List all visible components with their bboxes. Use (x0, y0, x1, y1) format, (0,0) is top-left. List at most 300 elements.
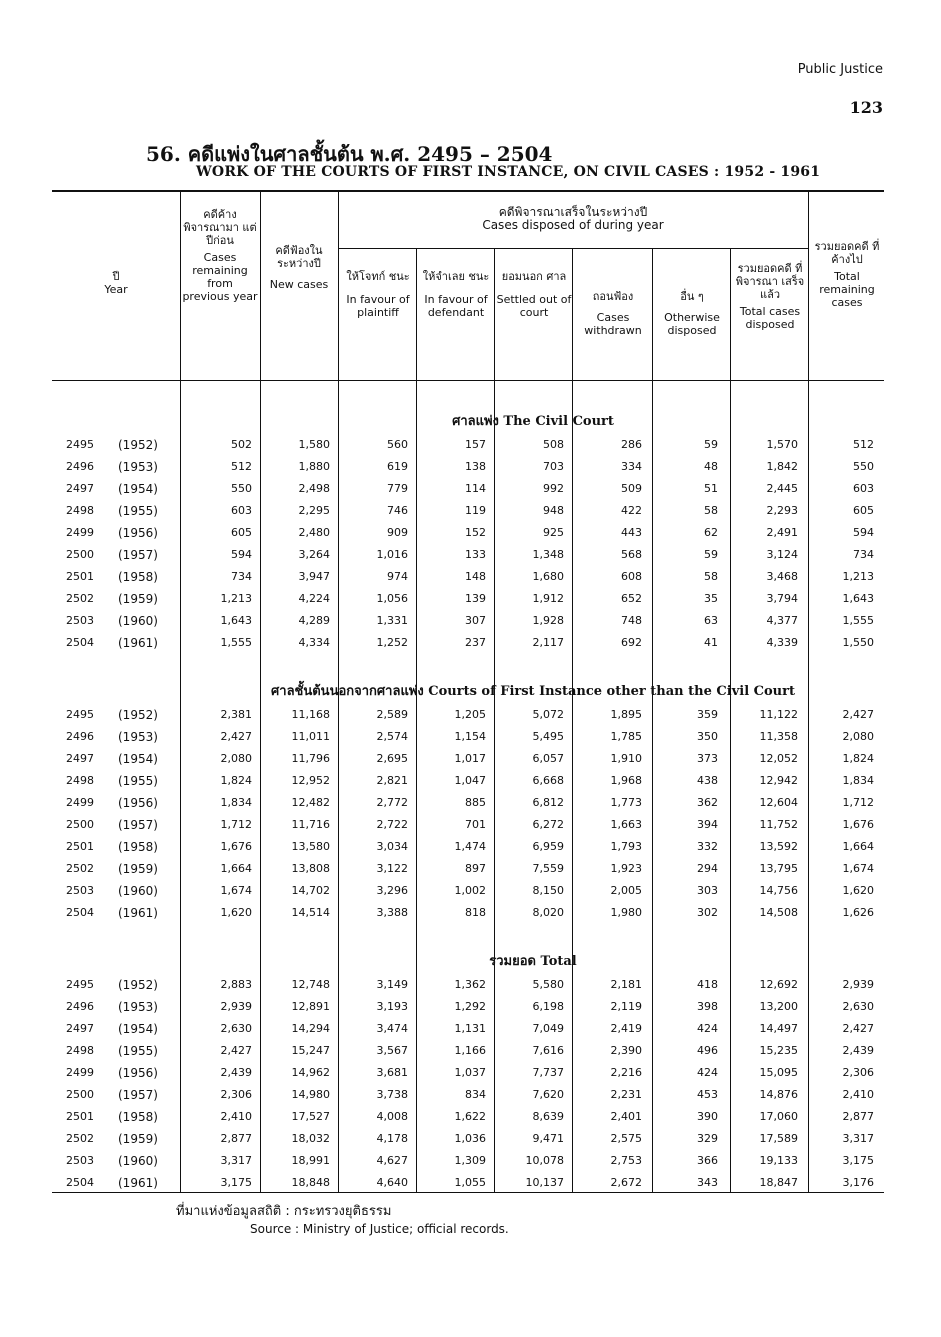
cell-year-ce: (1953) (118, 1000, 158, 1014)
cell-value: 18,848 (291, 1176, 330, 1189)
cell-year-ce: (1957) (118, 818, 158, 832)
cell-value: 1,643 (220, 614, 252, 627)
cell-value: 1,928 (532, 614, 564, 627)
cell-value: 14,294 (291, 1022, 330, 1035)
cell-value: 5,580 (532, 978, 564, 991)
cell-value: 746 (387, 504, 408, 517)
table-row (52, 1088, 884, 1110)
col-withdrawn-en: Cases withdrawn (584, 311, 642, 337)
cell-value: 2,295 (298, 504, 330, 517)
col-new-header (262, 244, 336, 291)
cell-year-be: 2503 (66, 1154, 94, 1167)
disposed-group-header (340, 206, 806, 232)
cell-value: 1,712 (220, 818, 252, 831)
cell-value: 15,247 (291, 1044, 330, 1057)
col-year-header (52, 270, 180, 296)
cell-value: 2,427 (842, 1022, 874, 1035)
cell-year-be: 2495 (66, 708, 94, 721)
cell-value: 2,480 (298, 526, 330, 539)
cell-value: 418 (697, 978, 718, 991)
table-row (52, 774, 884, 796)
cell-value: 1,912 (532, 592, 564, 605)
cell-value: 909 (387, 526, 408, 539)
cell-value: 974 (387, 570, 408, 583)
cell-value: 13,200 (759, 1000, 798, 1013)
cell-value: 359 (697, 708, 718, 721)
running-header: Public Justice (797, 62, 883, 77)
table-row (52, 614, 884, 636)
cell-value: 2,772 (376, 796, 408, 809)
table-row (52, 570, 884, 592)
cell-value: 2,427 (220, 730, 252, 743)
cell-value: 2,419 (610, 1022, 642, 1035)
cell-value: 18,032 (291, 1132, 330, 1145)
table-row (52, 1176, 884, 1198)
col-total-disposed-header (732, 262, 808, 331)
cell-value: 1,824 (220, 774, 252, 787)
cell-value: 3,175 (220, 1176, 252, 1189)
cell-year-be: 2495 (66, 438, 94, 451)
cell-value: 2,589 (376, 708, 408, 721)
cell-value: 734 (231, 570, 252, 583)
col-total-disposed-en: Total cases disposed (739, 305, 801, 331)
cell-value: 603 (231, 504, 252, 517)
cell-value: 897 (465, 862, 486, 875)
cell-value: 12,052 (759, 752, 798, 765)
cell-year-ce: (1957) (118, 1088, 158, 1102)
cell-value: 1,643 (842, 592, 874, 605)
cell-value: 1,834 (842, 774, 874, 787)
cell-value: 13,592 (759, 840, 798, 853)
cell-value: 51 (704, 482, 718, 495)
cell-value: 1,002 (454, 884, 486, 897)
cell-value: 12,748 (291, 978, 330, 991)
cell-year-ce: (1957) (118, 548, 158, 562)
cell-value: 6,812 (532, 796, 564, 809)
col-new-en: New cases (269, 278, 329, 291)
cell-value: 1,017 (454, 752, 486, 765)
cell-year-be: 2504 (66, 1176, 94, 1189)
table-row (52, 548, 884, 570)
table-row (52, 460, 884, 482)
cell-year-be: 2496 (66, 730, 94, 743)
cell-value: 703 (543, 460, 564, 473)
cell-year-be: 2496 (66, 460, 94, 473)
cell-value: 119 (465, 504, 486, 517)
cell-value: 18,847 (759, 1176, 798, 1189)
cell-value: 1,793 (610, 840, 642, 853)
cell-value: 496 (697, 1044, 718, 1057)
cell-value: 1,166 (454, 1044, 486, 1057)
cell-year-ce: (1954) (118, 1022, 158, 1036)
cell-value: 3,034 (376, 840, 408, 853)
cell-year-ce: (1960) (118, 1154, 158, 1168)
cell-value: 7,737 (532, 1066, 564, 1079)
cell-year-ce: (1959) (118, 862, 158, 876)
cell-value: 4,008 (376, 1110, 408, 1123)
cell-value: 2,722 (376, 818, 408, 831)
table-row (52, 1110, 884, 1132)
cell-value: 1,674 (842, 862, 874, 875)
cell-value: 2,293 (766, 504, 798, 517)
cell-value: 2,410 (220, 1110, 252, 1123)
col-withdrawn-th: ถอนฟ้อง (592, 290, 634, 303)
cell-value: 1,968 (610, 774, 642, 787)
cell-value: 508 (543, 438, 564, 451)
cell-value: 14,980 (291, 1088, 330, 1101)
cell-value: 1,047 (454, 774, 486, 787)
cell-value: 12,952 (291, 774, 330, 787)
cell-value: 2,080 (842, 730, 874, 743)
cell-value: 1,348 (532, 548, 564, 561)
table-row (52, 708, 884, 730)
cell-value: 885 (465, 796, 486, 809)
cell-year-ce: (1955) (118, 504, 158, 518)
cell-value: 1,895 (610, 708, 642, 721)
cell-value: 152 (465, 526, 486, 539)
table-row (52, 840, 884, 862)
cell-year-be: 2499 (66, 796, 94, 809)
cell-value: 3,122 (376, 862, 408, 875)
cell-value: 424 (697, 1066, 718, 1079)
cell-value: 1,680 (532, 570, 564, 583)
table-row (52, 862, 884, 884)
cell-value: 1,309 (454, 1154, 486, 1167)
cell-value: 302 (697, 906, 718, 919)
col-total-remaining-header (810, 240, 884, 309)
cell-year-ce: (1961) (118, 1176, 158, 1190)
cell-value: 1,620 (842, 884, 874, 897)
cell-value: 424 (697, 1022, 718, 1035)
cell-value: 11,358 (759, 730, 798, 743)
col-remaining-en: Cases remaining from previous year (182, 251, 258, 303)
cell-value: 1,923 (610, 862, 642, 875)
cell-value: 5,495 (532, 730, 564, 743)
cell-value: 1,055 (454, 1176, 486, 1189)
cell-value: 3,176 (842, 1176, 874, 1189)
table-row (52, 796, 884, 818)
cell-value: 8,020 (532, 906, 564, 919)
table-row (52, 438, 884, 460)
cell-value: 2,231 (610, 1088, 642, 1101)
cell-year-ce: (1955) (118, 774, 158, 788)
cell-value: 394 (697, 818, 718, 831)
table-row (52, 504, 884, 526)
cell-value: 14,514 (291, 906, 330, 919)
cell-value: 948 (543, 504, 564, 517)
cell-value: 1,663 (610, 818, 642, 831)
col-otherwise-th: อื่น ๆ (680, 290, 704, 303)
cell-value: 2,630 (220, 1022, 252, 1035)
cell-year-ce: (1952) (118, 978, 158, 992)
cell-value: 2,181 (610, 978, 642, 991)
col-year-en: Year (104, 283, 128, 296)
cell-value: 294 (697, 862, 718, 875)
cell-value: 7,049 (532, 1022, 564, 1035)
page-number: 123 (849, 98, 883, 117)
cell-value: 1,131 (454, 1022, 486, 1035)
cell-value: 12,942 (759, 774, 798, 787)
cell-value: 2,695 (376, 752, 408, 765)
cell-value: 17,527 (291, 1110, 330, 1123)
table-row (52, 592, 884, 614)
cell-value: 652 (621, 592, 642, 605)
cell-value: 1,550 (842, 636, 874, 649)
cell-value: 512 (853, 438, 874, 451)
cell-value: 2,821 (376, 774, 408, 787)
cell-value: 3,567 (376, 1044, 408, 1057)
cell-value: 550 (853, 460, 874, 473)
section-title-other-courts: ศาลชั้นต้นนอกจากศาลแพ่ง Courts of First Instance other than the Civil Court (271, 684, 795, 699)
cell-value: 1,980 (610, 906, 642, 919)
cell-year-ce: (1952) (118, 438, 158, 452)
cell-value: 1,213 (842, 570, 874, 583)
cell-value: 6,272 (532, 818, 564, 831)
cell-value: 1,773 (610, 796, 642, 809)
col-new-th: คดีฟ้องใน ระหว่างปี (275, 244, 323, 270)
cell-value: 4,289 (298, 614, 330, 627)
col-total-disposed-th: รวมยอดคดี ที่พิจารณา เสร็จแล้ว (735, 262, 805, 301)
cell-year-ce: (1953) (118, 460, 158, 474)
col-plaintiff-header (340, 270, 416, 319)
cell-value: 1,910 (610, 752, 642, 765)
cell-value: 834 (465, 1088, 486, 1101)
cell-value: 3,317 (220, 1154, 252, 1167)
cell-year-be: 2501 (66, 570, 94, 583)
cell-value: 329 (697, 1132, 718, 1145)
cell-value: 12,604 (759, 796, 798, 809)
col-defendant-header (418, 270, 494, 319)
cell-value: 550 (231, 482, 252, 495)
cell-value: 133 (465, 548, 486, 561)
cell-value: 1,154 (454, 730, 486, 743)
cell-value: 373 (697, 752, 718, 765)
cell-year-be: 2504 (66, 906, 94, 919)
cell-value: 14,962 (291, 1066, 330, 1079)
cell-value: 2,753 (610, 1154, 642, 1167)
cell-value: 343 (697, 1176, 718, 1189)
cell-value: 3,264 (298, 548, 330, 561)
cell-value: 512 (231, 460, 252, 473)
cell-year-be: 2504 (66, 636, 94, 649)
cell-value: 2,575 (610, 1132, 642, 1145)
cell-value: 1,292 (454, 1000, 486, 1013)
cell-value: 3,193 (376, 1000, 408, 1013)
cell-value: 1,036 (454, 1132, 486, 1145)
cell-value: 619 (387, 460, 408, 473)
cell-value: 6,959 (532, 840, 564, 853)
cell-value: 1,580 (298, 438, 330, 451)
table-row (52, 752, 884, 774)
cell-value: 568 (621, 548, 642, 561)
cell-year-be: 2500 (66, 818, 94, 831)
cell-value: 3,124 (766, 548, 798, 561)
table-row (52, 1066, 884, 1088)
cell-year-be: 2498 (66, 1044, 94, 1057)
cell-value: 2,390 (610, 1044, 642, 1057)
col-settled-header (496, 270, 572, 319)
cell-year-ce: (1960) (118, 614, 158, 628)
cell-year-be: 2503 (66, 614, 94, 627)
cell-value: 734 (853, 548, 874, 561)
cell-value: 362 (697, 796, 718, 809)
cell-value: 390 (697, 1110, 718, 1123)
cell-value: 818 (465, 906, 486, 919)
cell-year-be: 2497 (66, 752, 94, 765)
cell-value: 19,133 (759, 1154, 798, 1167)
cell-value: 332 (697, 840, 718, 853)
cell-year-ce: (1959) (118, 592, 158, 606)
cell-value: 157 (465, 438, 486, 451)
cell-value: 114 (465, 482, 486, 495)
cell-value: 594 (853, 526, 874, 539)
cell-value: 41 (704, 636, 718, 649)
cell-value: 4,224 (298, 592, 330, 605)
cell-value: 992 (543, 482, 564, 495)
cell-value: 1,213 (220, 592, 252, 605)
cell-value: 2,410 (842, 1088, 874, 1101)
cell-value: 2,883 (220, 978, 252, 991)
cell-value: 286 (621, 438, 642, 451)
cell-value: 2,439 (842, 1044, 874, 1057)
cell-value: 2,939 (220, 1000, 252, 1013)
cell-value: 334 (621, 460, 642, 473)
cell-value: 2,630 (842, 1000, 874, 1013)
cell-value: 3,468 (766, 570, 798, 583)
cell-value: 3,175 (842, 1154, 874, 1167)
cell-value: 2,574 (376, 730, 408, 743)
cell-year-ce: (1953) (118, 730, 158, 744)
cell-value: 7,620 (532, 1088, 564, 1101)
cell-value: 2,498 (298, 482, 330, 495)
col-settled-en: Settled out of court (496, 293, 572, 319)
col-plaintiff-th: ให้โจทก์ ชนะ (346, 270, 410, 283)
cell-value: 350 (697, 730, 718, 743)
cell-year-ce: (1954) (118, 482, 158, 496)
cell-value: 2,306 (220, 1088, 252, 1101)
cell-value: 11,011 (291, 730, 330, 743)
cell-value: 1,664 (220, 862, 252, 875)
cell-year-ce: (1958) (118, 1110, 158, 1124)
cell-year-be: 2497 (66, 482, 94, 495)
cell-year-ce: (1959) (118, 1132, 158, 1146)
cell-value: 8,150 (532, 884, 564, 897)
cell-value: 307 (465, 614, 486, 627)
cell-value: 1,037 (454, 1066, 486, 1079)
cell-value: 3,388 (376, 906, 408, 919)
cell-year-ce: (1958) (118, 840, 158, 854)
cell-value: 2,381 (220, 708, 252, 721)
cell-value: 2,216 (610, 1066, 642, 1079)
cell-year-be: 2503 (66, 884, 94, 897)
cell-value: 3,738 (376, 1088, 408, 1101)
cell-value: 2,445 (766, 482, 798, 495)
cell-value: 2,119 (610, 1000, 642, 1013)
cell-value: 11,716 (291, 818, 330, 831)
cell-year-ce: (1956) (118, 526, 158, 540)
cell-value: 14,702 (291, 884, 330, 897)
cell-year-be: 2498 (66, 504, 94, 517)
cell-value: 509 (621, 482, 642, 495)
cell-value: 12,692 (759, 978, 798, 991)
disposed-group-rule (338, 248, 808, 249)
cell-value: 35 (704, 592, 718, 605)
cell-value: 15,095 (759, 1066, 798, 1079)
cell-year-ce: (1952) (118, 708, 158, 722)
cell-year-be: 2499 (66, 526, 94, 539)
col-total-remaining-en: Total remaining cases (819, 270, 875, 309)
cell-value: 17,589 (759, 1132, 798, 1145)
cell-year-ce: (1954) (118, 752, 158, 766)
cell-value: 48 (704, 460, 718, 473)
cell-value: 443 (621, 526, 642, 539)
source-note-thai: ที่มาแห่งข้อมูลสถิติ : กระทรวงยุติธรรม (176, 1204, 392, 1219)
cell-value: 4,627 (376, 1154, 408, 1167)
table-row (52, 818, 884, 840)
col-defendant-th: ให้จำเลย ชนะ (422, 270, 490, 283)
cell-value: 59 (704, 548, 718, 561)
cell-value: 3,317 (842, 1132, 874, 1145)
table-row (52, 526, 884, 548)
cell-value: 7,559 (532, 862, 564, 875)
cell-value: 11,122 (759, 708, 798, 721)
cell-value: 1,664 (842, 840, 874, 853)
cell-value: 1,676 (220, 840, 252, 853)
cell-value: 148 (465, 570, 486, 583)
cell-value: 2,005 (610, 884, 642, 897)
col-defendant-en: In favour of defendant (424, 293, 488, 319)
table-row (52, 1132, 884, 1154)
cell-value: 2,877 (842, 1110, 874, 1123)
section-title-total: รวมยอด Total (489, 954, 577, 969)
table-row (52, 636, 884, 658)
table-title-thai: 56. คดีแพ่งในศาลชั้นต้น พ.ศ. 2495 – 2504 (146, 142, 553, 166)
cell-value: 2,117 (532, 636, 564, 649)
cell-value: 1,834 (220, 796, 252, 809)
cell-year-be: 2495 (66, 978, 94, 991)
cell-value: 1,362 (454, 978, 486, 991)
cell-value: 1,016 (376, 548, 408, 561)
cell-value: 14,756 (759, 884, 798, 897)
cell-value: 398 (697, 1000, 718, 1013)
cell-value: 237 (465, 636, 486, 649)
cell-value: 1,205 (454, 708, 486, 721)
cell-value: 12,891 (291, 1000, 330, 1013)
col-settled-th: ยอมนอก ศาล (501, 270, 567, 283)
cell-year-be: 2500 (66, 1088, 94, 1101)
cell-value: 15,235 (759, 1044, 798, 1057)
cell-value: 1,570 (766, 438, 798, 451)
cell-value: 1,252 (376, 636, 408, 649)
cell-year-be: 2502 (66, 592, 94, 605)
cell-year-ce: (1961) (118, 636, 158, 650)
cell-value: 4,334 (298, 636, 330, 649)
col-plaintiff-en: In favour of plaintiff (346, 293, 410, 319)
cell-value: 1,785 (610, 730, 642, 743)
cell-value: 608 (621, 570, 642, 583)
cell-value: 13,580 (291, 840, 330, 853)
cell-value: 1,474 (454, 840, 486, 853)
cell-value: 62 (704, 526, 718, 539)
cell-value: 10,137 (525, 1176, 564, 1189)
col-otherwise-en: Otherwise disposed (664, 311, 720, 337)
cell-value: 2,427 (220, 1044, 252, 1057)
cell-value: 2,401 (610, 1110, 642, 1123)
cell-value: 560 (387, 438, 408, 451)
cell-value: 701 (465, 818, 486, 831)
col-remaining-header (182, 208, 258, 303)
cell-value: 12,482 (291, 796, 330, 809)
